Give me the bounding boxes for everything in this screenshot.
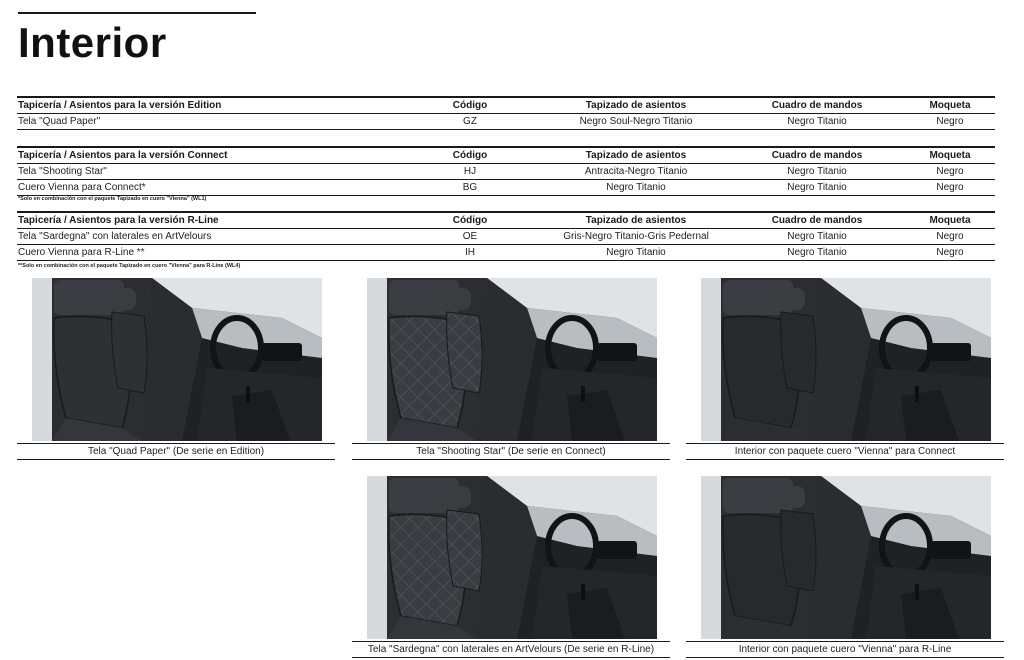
cell-code: BG: [397, 180, 543, 196]
cell-seat-color: Negro Titanio: [543, 245, 729, 261]
interior-photo: [367, 476, 657, 639]
photo-card: [352, 278, 670, 460]
table-edition: [17, 96, 995, 130]
cell-dashboard: Negro Titanio: [729, 245, 905, 261]
cell-dashboard: Negro Titanio: [729, 229, 905, 245]
table-row: [17, 114, 995, 130]
cell-code: OE: [397, 229, 543, 245]
cell-dashboard: Negro Titanio: [729, 180, 905, 196]
table-connect: [17, 146, 995, 196]
cell-upholstery: Tela "Quad Paper": [17, 114, 397, 130]
page-title: Interior: [18, 19, 167, 66]
table-header-row: [17, 97, 995, 114]
photo-caption: Interior con paquete cuero "Vienna" para R-Line: [686, 641, 1004, 658]
cell-carpet: Negro: [905, 164, 995, 180]
cell-upholstery: Cuero Vienna para R-Line **: [17, 245, 397, 261]
header-tapizado: Tapizado de asientos: [543, 147, 729, 164]
photo-card: [686, 278, 1004, 460]
photo-caption: Tela "Sardegna" con laterales en ArtVelours (De serie en R-Line): [352, 641, 670, 658]
interior-photo: [367, 278, 657, 441]
photo-caption: Tela "Shooting Star" (De serie en Connect): [352, 443, 670, 460]
photo-card: [686, 476, 1004, 658]
cell-carpet: Negro: [905, 114, 995, 130]
cell-upholstery: Tela "Shooting Star": [17, 164, 397, 180]
header-tapizado: Tapizado de asientos: [543, 212, 729, 229]
header-codigo: Código: [397, 147, 543, 164]
cell-upholstery: Tela "Sardegna" con laterales en ArtVelours: [17, 229, 397, 245]
cell-code: IH: [397, 245, 543, 261]
interior-photo: [32, 278, 322, 441]
table-row: [17, 245, 995, 261]
header-tapizado: Tapizado de asientos: [543, 97, 729, 114]
cell-carpet: Negro: [905, 229, 995, 245]
cell-upholstery: Cuero Vienna para Connect*: [17, 180, 397, 196]
cell-carpet: Negro: [905, 180, 995, 196]
table-rline: [17, 211, 995, 261]
photo-card: [352, 476, 670, 658]
header-moqueta: Moqueta: [905, 212, 995, 229]
header-tapiceria: Tapicería / Asientos para la versión Connect: [17, 147, 397, 164]
cell-seat-color: Negro Soul-Negro Titanio: [543, 114, 729, 130]
cell-carpet: Negro: [905, 245, 995, 261]
header-codigo: Código: [397, 212, 543, 229]
header-tapiceria: Tapicería / Asientos para la versión Edition: [17, 97, 397, 114]
cell-code: HJ: [397, 164, 543, 180]
photo-card: [17, 278, 335, 460]
table-row: [17, 180, 995, 196]
cell-code: GZ: [397, 114, 543, 130]
header-tapiceria: Tapicería / Asientos para la versión R-Line: [17, 212, 397, 229]
title-rule: [18, 12, 256, 14]
cell-seat-color: Negro Titanio: [543, 180, 729, 196]
photo-caption: Interior con paquete cuero "Vienna" para Connect: [686, 443, 1004, 460]
header-cuadro: Cuadro de mandos: [729, 147, 905, 164]
footnote-rline: **Solo en combinación con el paquete Tapizado en cuero "Vienna" para R-Line (WL4): [18, 263, 241, 269]
interior-photo: [701, 476, 991, 639]
header-codigo: Código: [397, 97, 543, 114]
header-moqueta: Moqueta: [905, 147, 995, 164]
header-cuadro: Cuadro de mandos: [729, 97, 905, 114]
table-row: [17, 229, 995, 245]
cell-dashboard: Negro Titanio: [729, 114, 905, 130]
table-row: [17, 164, 995, 180]
header-cuadro: Cuadro de mandos: [729, 212, 905, 229]
footnote-connect: *Solo en combinación con el paquete Tapizado en cuero "Vienna" (WL1): [18, 196, 207, 202]
cell-seat-color: Antracita-Negro Titanio: [543, 164, 729, 180]
table-header-row: [17, 147, 995, 164]
cell-dashboard: Negro Titanio: [729, 164, 905, 180]
header-moqueta: Moqueta: [905, 97, 995, 114]
cell-seat-color: Gris-Negro Titanio-Gris Pedernal: [543, 229, 729, 245]
photo-caption: Tela "Quad Paper" (De serie en Edition): [17, 443, 335, 460]
interior-photo: [701, 278, 991, 441]
table-header-row: [17, 212, 995, 229]
